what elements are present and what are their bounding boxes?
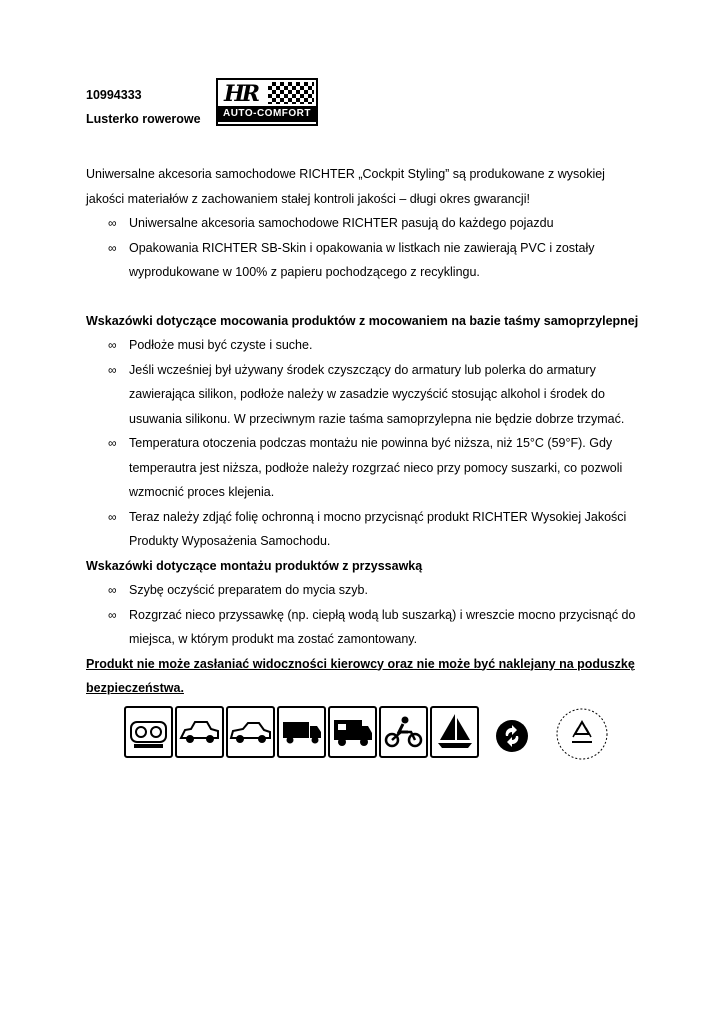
intro-paragraph: Uniwersalne akcesoria samochodowe RICHTER „Cockpit Styling” są produkowane z wysokiej jakości materiałów z zachowaniem stałej kontroli jakości – długi okres gwarancji! bbox=[86, 167, 605, 206]
list-item: ∞ Uniwersalne akcesoria samochodowe RICHTER pasują do każdego pojazdu bbox=[86, 211, 646, 236]
document-page bbox=[86, 78, 646, 701]
camper-van-icon bbox=[328, 706, 377, 758]
safety-warning: Produkt nie może zasłaniać widoczności kierowcy oraz nie może być naklejany na poduszkę bezpieczeństwa. bbox=[86, 656, 635, 695]
suction-heading: Wskazówki dotyczące montażu produktów z przyssawką bbox=[86, 558, 423, 573]
bullet-icon: ∞ bbox=[108, 509, 117, 524]
document-header bbox=[86, 78, 646, 158]
product-code: 10994333 bbox=[86, 88, 142, 102]
bullet-icon: ∞ bbox=[108, 216, 117, 230]
logo-brand-text: AUTO-COMFORT bbox=[218, 106, 316, 122]
product-name: Lusterko rowerowe bbox=[86, 112, 201, 126]
motorcycle-icon bbox=[379, 706, 428, 758]
intro-list bbox=[86, 211, 646, 285]
suction-list bbox=[86, 578, 646, 652]
gruene-punkt-icon bbox=[484, 706, 540, 762]
adhesive-list bbox=[86, 333, 646, 554]
logo-letters: HR bbox=[224, 81, 258, 107]
sedan-car-icon bbox=[175, 706, 224, 758]
adhesive-heading: Wskazówki dotyczące mocowania produktów z mocowaniem na bazie taśmy samoprzylepnej bbox=[86, 313, 639, 328]
list-item: ∞ Jeśli wcześniej był używany środek czyszczący do armatury lub polerka do armatury zawierająca silikon, podłoże należy w zasadzie wyczyścić stosując alkohol i środek do usuwania silikonu. W przeciwnym razie taśma samoprzylepna nie będzie dobrze trzymać. bbox=[86, 358, 646, 432]
list-item: ∞ Opakowania RICHTER SB-Skin i opakowania w listkach nie zawierają PVC i zostały wyprodukowane w 100% z papieru pochodzącego z recyklingu. bbox=[86, 236, 646, 285]
list-item: ∞ Szybę oczyścić preparatem do mycia szyb. bbox=[86, 578, 646, 603]
list-item: ∞ Temperatura otoczenia podczas montażu nie powinna być niższa, niż 15°C (59°F). Gdy temperautra jest niższa, podłoże należy rozgrzać nieco przy pomocy suszarki, co pozwoli wzmocnić proces klejenia. bbox=[86, 431, 646, 505]
checkered-flag-icon bbox=[268, 82, 314, 104]
bullet-icon: ∞ bbox=[108, 607, 117, 622]
altpapier-recycling-icon bbox=[554, 706, 610, 762]
bullet-icon: ∞ bbox=[108, 240, 117, 255]
list-item: ∞ Rozgrzać nieco przyssawkę (np. ciepłą wodą lub suszarką) i wreszcie mocno przycisnąć do miejsca, w którym produkt ma zostać zamontowany. bbox=[86, 603, 646, 652]
bullet-icon: ∞ bbox=[108, 583, 117, 597]
coupe-car-icon bbox=[226, 706, 275, 758]
bullet-icon: ∞ bbox=[108, 338, 117, 352]
auto-comfort-logo bbox=[216, 78, 318, 126]
sailboat-icon bbox=[430, 706, 479, 758]
dashboard-icon bbox=[124, 706, 173, 758]
bullet-icon: ∞ bbox=[108, 436, 117, 450]
vehicle-icons-row bbox=[124, 706, 624, 762]
list-item: ∞ Podłoże musi być czyste i suche. bbox=[86, 333, 646, 358]
list-item: ∞ Teraz należy zdjąć folię ochronną i mocno przycisnąć produkt RICHTER Wysokiej Jakości Produkty Wyposażenia Samochodu. bbox=[86, 505, 646, 554]
bullet-icon: ∞ bbox=[108, 362, 117, 377]
truck-icon bbox=[277, 706, 326, 758]
